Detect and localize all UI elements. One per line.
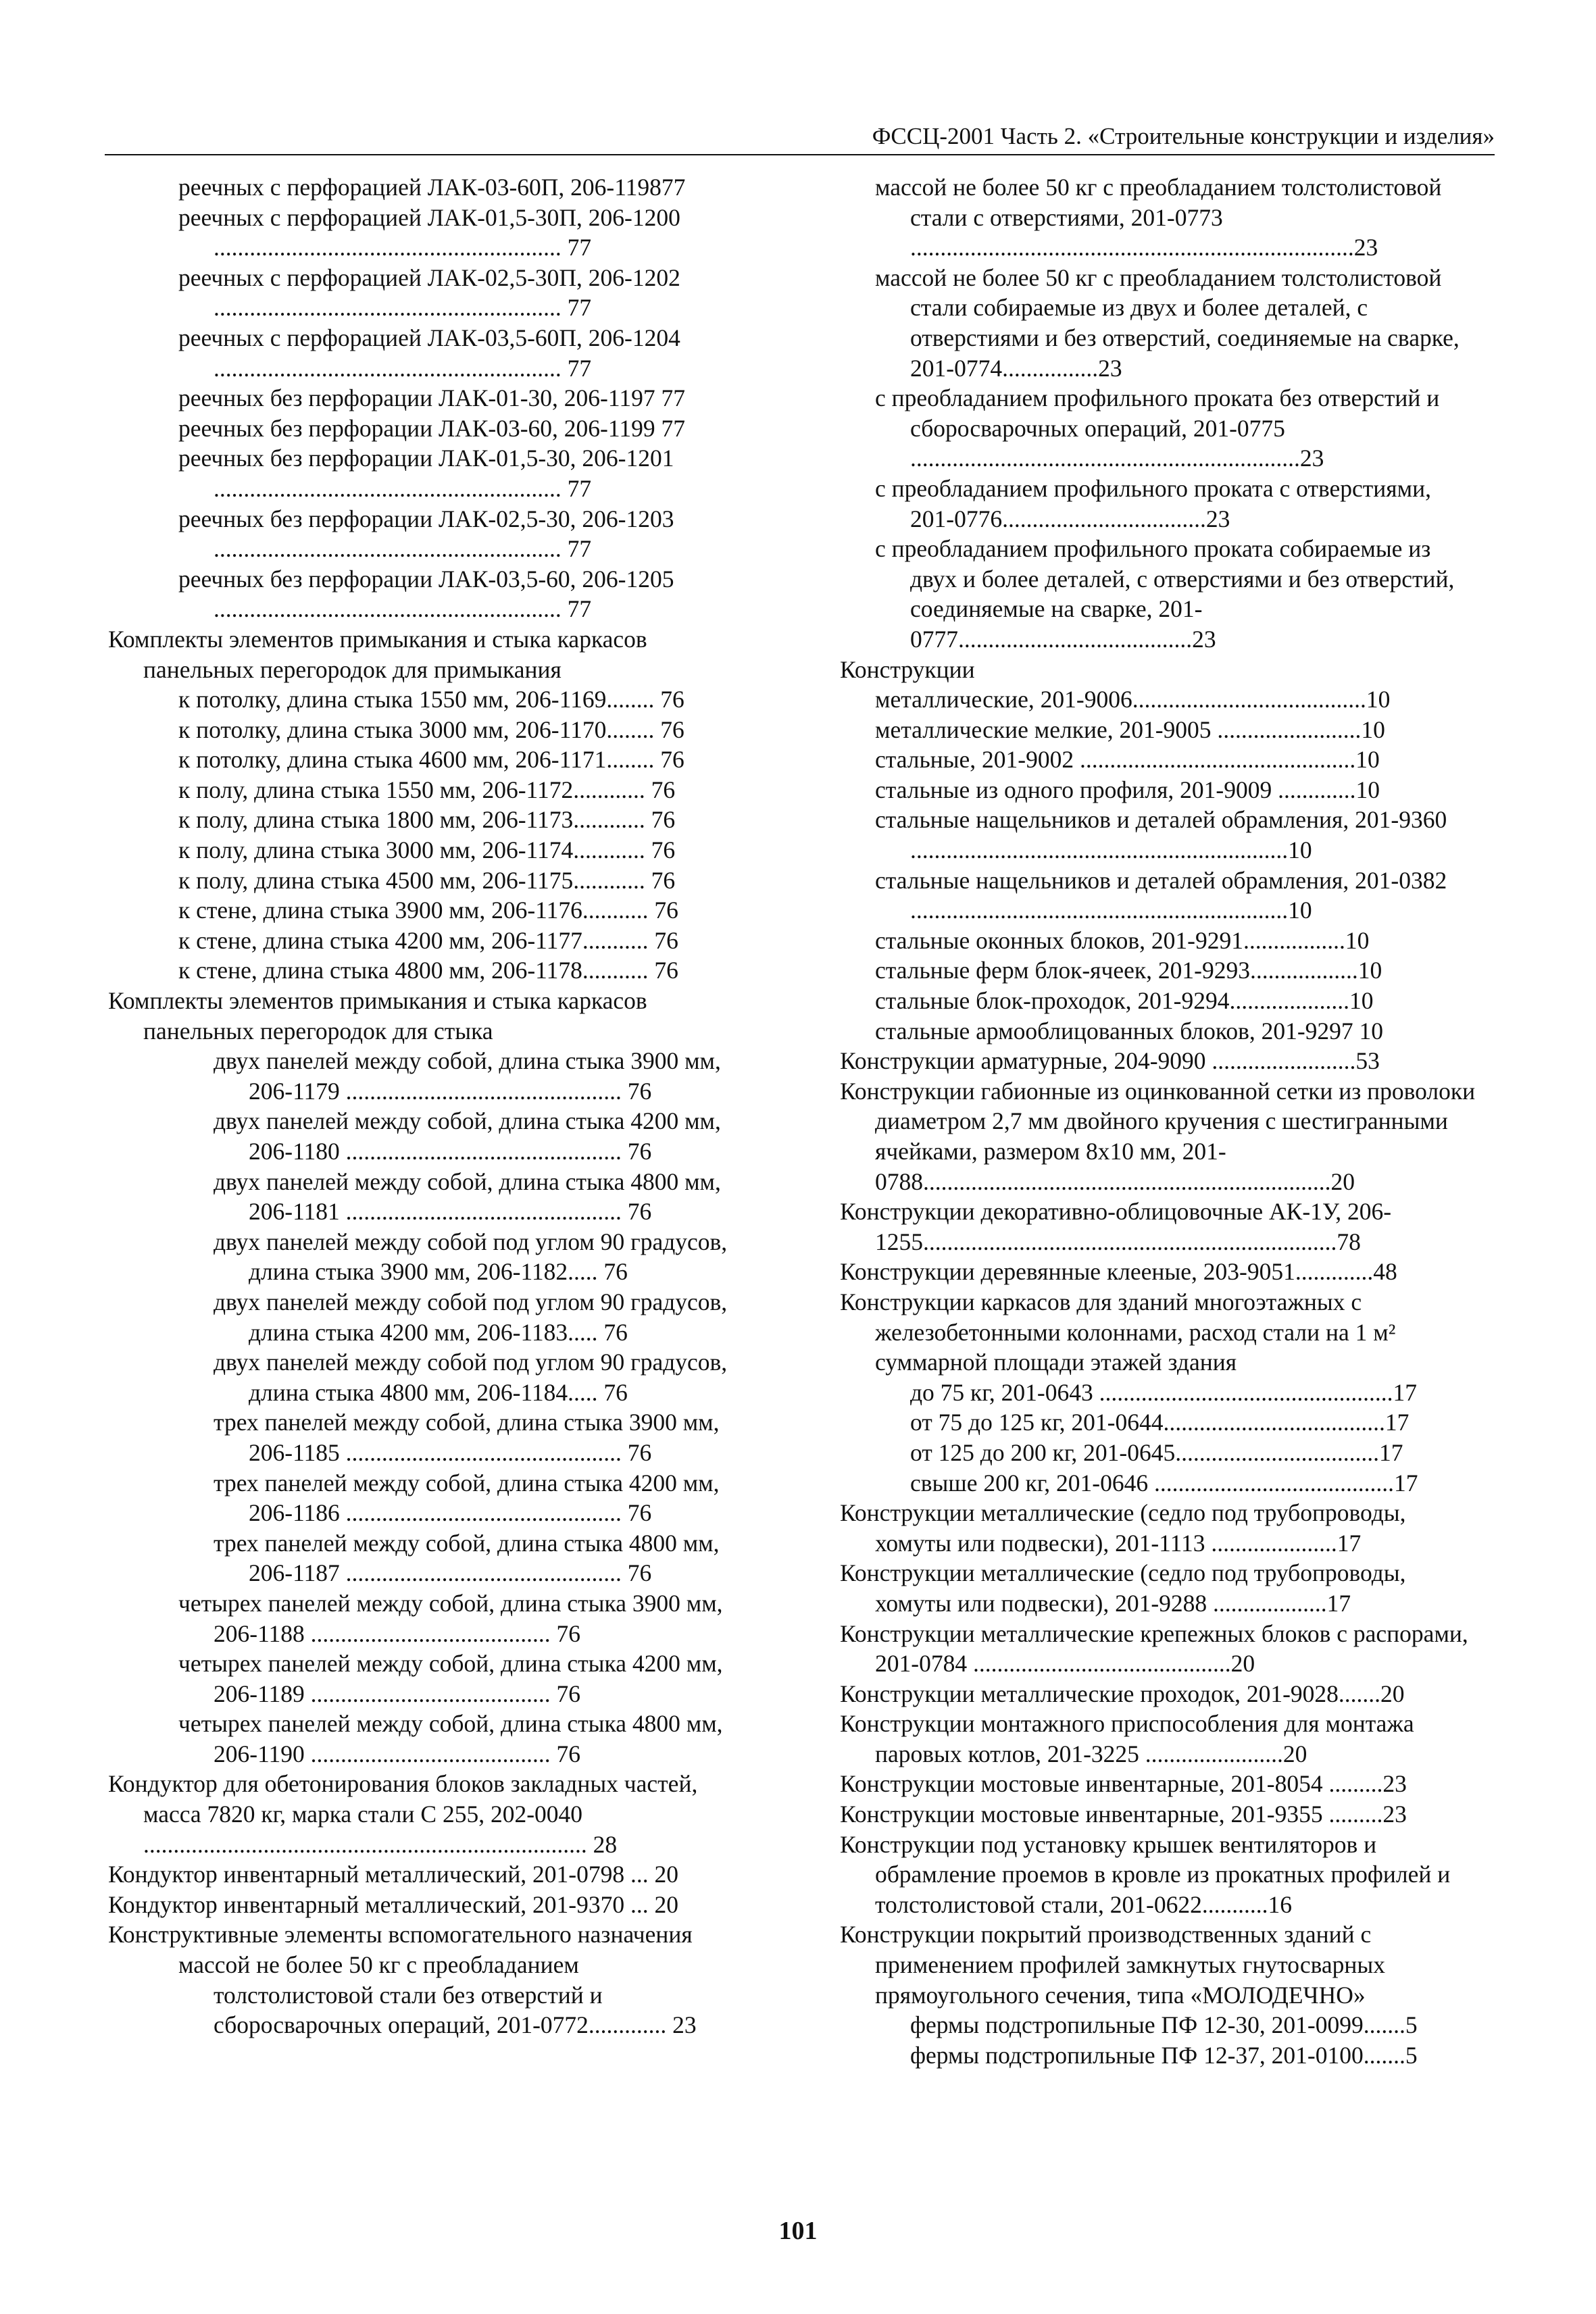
index-entry: стальные армооблицованных блоков, 201-9297 10 [875, 1017, 1384, 1045]
index-entry: реечных с перфорацией ЛАК-03-60П, 206-119877 [178, 174, 686, 201]
index-entry: к стене, длина стыка 4200 мм, 206-1177........... 76 [178, 926, 678, 954]
index-entry: четырех панелей между собой, длина стыка 4800 мм, 206-1190 ........................................ 76 [178, 1710, 723, 1767]
index-entry: Комплекты элементов примыкания и стыка каркасов панельных перегородок для стыка [108, 987, 647, 1045]
index-entry: двух панелей между собой, длина стыка 3900 мм, 206-1179 .............................................. 76 [214, 1047, 721, 1105]
index-entry: от 75 до 125 кг, 201-0644.....................................17 [910, 1409, 1410, 1436]
index-entry: свыше 200 кг, 201-0646 ........................................17 [910, 1469, 1418, 1496]
index-entry: к стене, длина стыка 4800 мм, 206-1178........... 76 [178, 957, 678, 984]
index-entry: стальные, 201-9002 ..............................................10 [875, 746, 1380, 774]
index-entry: двух панелей между собой под углом 90 градусов, длина стыка 4200 мм, 206-1183..... 76 [214, 1288, 728, 1346]
index-entry: металлические, 201-9006.......................................10 [875, 686, 1391, 713]
index-entry: реечных без перфорации ЛАК-01,5-30, 206-1201 .......................................................... 77 [178, 445, 674, 502]
index-entry: Конструкции покрытий производственных зданий с применением профилей замкнутых гнутосварных прямоугольного сечения, типа «МОЛОДЕЧНО» [840, 1921, 1386, 2009]
index-entry: Кондуктор инвентарный металлический, 201-0798 ... 20 [108, 1861, 679, 1888]
index-entry: Конструкции декоративно-облицовочные АК-1У, 206-1255.....................................................................78 [840, 1198, 1392, 1255]
index-entry: Конструкции мостовые инвентарные, 201-9355 .........23 [840, 1801, 1407, 1828]
index-entry: стальные ферм блок-ячеек, 201-9293..................10 [875, 957, 1382, 984]
index-entry: двух панелей между собой, длина стыка 4800 мм, 206-1181 .............................................. 76 [214, 1167, 721, 1226]
index-entry: трех панелей между собой, длина стыка 3900 мм, 206-1185 .............................................. 76 [214, 1409, 720, 1466]
index-entry: металлические мелкие, 201-9005 ........................10 [875, 715, 1385, 743]
header-title: ФССЦ-2001 Часть 2. «Строительные конструкции и изделия» [872, 123, 1495, 149]
index-entry: четырех панелей между собой, длина стыка 3900 мм, 206-1188 ........................................ 76 [178, 1589, 723, 1647]
index-entry: трех панелей между собой, длина стыка 4200 мм, 206-1186 .............................................. 76 [214, 1469, 720, 1527]
index-entry: двух панелей между собой, длина стыка 4200 мм, 206-1180 .............................................. 76 [214, 1107, 721, 1165]
index-entry: стальные блок-проходок, 201-9294....................10 [875, 987, 1374, 1015]
index-entry: массой не более 50 кг с преобладанием толстолистовой стали с отверстиями, 201-0773 ..........................................................................23 [875, 174, 1442, 261]
index-entry: Конструкции габионные из оцинкованной сетки из проволоки диаметром 2,7 мм двойного кручения с шестигранными ячейками, размером 8x10 мм, 201-0788....................................................................20 [840, 1077, 1476, 1195]
index-entry: с преобладанием профильного проката без отверстий и сборосварочных операций, 201-0775 .................................................................23 [875, 384, 1440, 472]
index-entry: Конструкции монтажного приспособления для монтажа паровых котлов, 201-3225 .......................20 [840, 1710, 1414, 1767]
index-entry: к полу, длина стыка 3000 мм, 206-1174............ 76 [178, 836, 676, 864]
index-entry: к полу, длина стыка 1550 мм, 206-1172............ 76 [178, 776, 676, 803]
index-entry: Конструкции металлические (седло под трубопроводы, хомуты или подвески), 201-1113 .....................17 [840, 1499, 1406, 1557]
index-entry: реечных с перфорацией ЛАК-03,5-60П, 206-1204 .......................................................... 77 [178, 324, 680, 382]
index-entry: к потолку, длина стыка 4600 мм, 206-1171........ 76 [178, 746, 684, 774]
index-entry: реечных без перфорации ЛАК-03-60, 206-1199 77 [178, 414, 685, 442]
index-entry: двух панелей между собой под углом 90 градусов, длина стыка 4800 мм, 206-1184..... 76 [214, 1349, 728, 1406]
index-column-left [108, 172, 740, 2040]
index-entry: Конструкции мостовые инвентарные, 201-8054 .........23 [840, 1770, 1407, 1798]
index-entry: трех панелей между собой, длина стыка 4800 мм, 206-1187 .............................................. 76 [214, 1529, 720, 1587]
index-entry: фермы подстропильные ПФ 12-30, 201-0099.......5 [910, 2011, 1418, 2039]
index-entry: Конструкции деревянные клееные, 203-9051.............48 [840, 1258, 1397, 1286]
index-entry: Конструкции металлические проходок, 201-9028.......20 [840, 1680, 1405, 1707]
index-entry: реечных без перфорации ЛАК-02,5-30, 206-1203 .......................................................... 77 [178, 505, 674, 563]
index-entry: с преобладанием профильного проката собираемые из двух и более деталей, с отверстиями и без отверстий, соединяемые на сварке, 201-0777.......................................23 [875, 535, 1455, 653]
index-entry: Конструкции металлические (седло под трубопроводы, хомуты или подвески), 201-9288 ...................17 [840, 1559, 1406, 1617]
index-entry: реечных без перфорации ЛАК-03,5-60, 206-1205 .......................................................... 77 [178, 565, 674, 623]
index-entry: Кондуктор для обетонирования блоков закладных частей, масса 7820 кг, марка стали С 255, 202-0040 .......................................................................... 28 [108, 1770, 698, 1858]
index-entry: четырех панелей между собой, длина стыка 4200 мм, 206-1189 ........................................ 76 [178, 1650, 723, 1707]
index-entry: к стене, длина стыка 3900 мм, 206-1176........... 76 [178, 897, 678, 924]
index-entry: к потолку, длина стыка 1550 мм, 206-1169........ 76 [178, 686, 684, 713]
index-entry: реечных с перфорацией ЛАК-02,5-30П, 206-1202 .......................................................... 77 [178, 263, 680, 322]
index-entry: стальные из одного профиля, 201-9009 .............10 [875, 776, 1380, 803]
index-entry: двух панелей между собой под углом 90 градусов, длина стыка 3900 мм, 206-1182..... 76 [214, 1228, 728, 1286]
index-entry: Конструкции каркасов для зданий многоэтажных с железобетонными колоннами, расход стали на 1 м² суммарной площади этажей здания [840, 1288, 1396, 1376]
index-entry: с преобладанием профильного проката с отверстиями, 201-0776..................................23 [875, 474, 1431, 532]
index-entry: стальные нащельников и деталей обрамления, 201-0382 ...............................................................10 [875, 866, 1447, 924]
index-entry: Кондуктор инвентарный металлический, 201-9370 ... 20 [108, 1890, 679, 1918]
index-entry: к потолку, длина стыка 3000 мм, 206-1170........ 76 [178, 715, 684, 743]
index-entry: стальные нащельников и деталей обрамления, 201-9360 ...............................................................10 [875, 806, 1447, 864]
index-entry: стальные оконных блоков, 201-9291.................10 [875, 926, 1370, 954]
index-column-right [840, 172, 1478, 2070]
index-entry: Комплекты элементов примыкания и стыка каркасов панельных перегородок для примыкания [108, 625, 647, 683]
index-entry: Конструкции под установку крышек вентиляторов и обрамление проемов в кровле из прокатных профилей и толстолистовой стали, 201-0622...........16 [840, 1830, 1451, 1918]
index-entry: до 75 кг, 201-0643 .................................................17 [910, 1378, 1417, 1406]
index-entry: реечных с перфорацией ЛАК-01,5-30П, 206-1200 .......................................................... 77 [178, 203, 680, 261]
index-entry: к полу, длина стыка 4500 мм, 206-1175............ 76 [178, 866, 676, 894]
index-entry: Конструкции [840, 655, 975, 683]
index-entry: Конструктивные элементы вспомогательного назначения [108, 1921, 693, 1948]
page-header [105, 115, 1495, 155]
index-entry: фермы подстропильные ПФ 12-37, 201-0100.......5 [910, 2041, 1418, 2069]
index-entry: к полу, длина стыка 1800 мм, 206-1173............ 76 [178, 806, 676, 834]
index-entry: от 125 до 200 кг, 201-0645..................................17 [910, 1438, 1403, 1466]
index-entry: массой не более 50 кг с преобладанием толстолистовой стали собираемые из двух и более деталей, с отверстиями и без отверстий, соединяемые на сварке, 201-0774................23 [875, 263, 1460, 382]
index-entry: реечных без перфорации ЛАК-01-30, 206-1197 77 [178, 384, 685, 412]
index-entry: Конструкции металлические крепежных блоков с распорами, 201-0784 ...........................................20 [840, 1619, 1468, 1678]
index-entry: Конструкции арматурные, 204-9090 ........................53 [840, 1047, 1380, 1075]
page-number: 101 [778, 2217, 818, 2245]
index-entry: массой не более 50 кг с преобладанием толстолистовой стали без отверстий и сборосварочных операций, 201-0772............. 23 [178, 1951, 697, 2039]
